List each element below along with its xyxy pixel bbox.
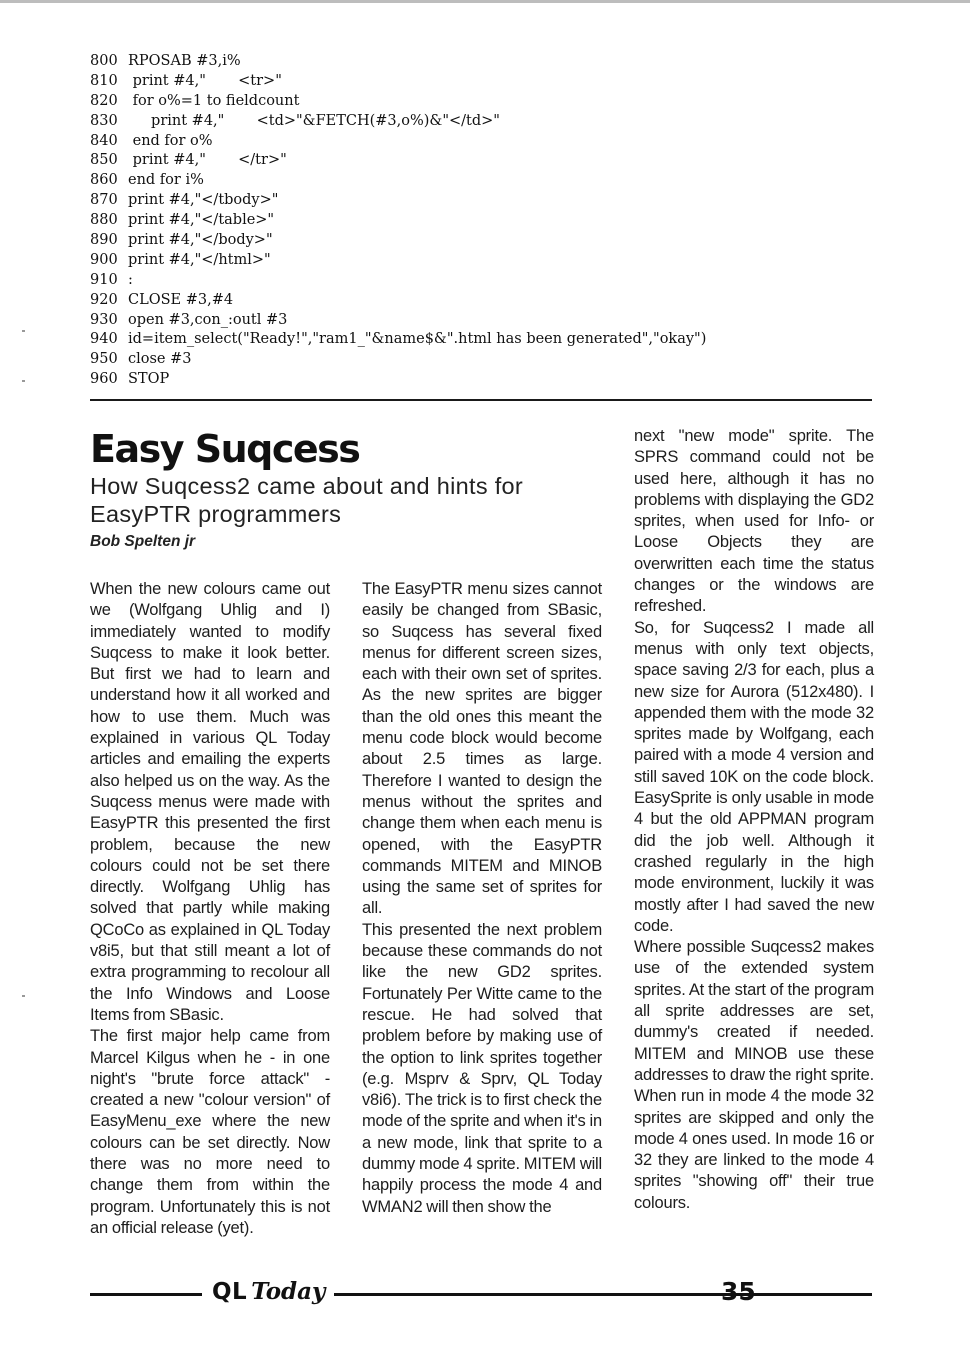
code-line-number: 800 bbox=[90, 53, 118, 69]
code-line bbox=[90, 171, 890, 191]
article-column-2 bbox=[362, 579, 602, 1218]
code-line-number: 860 bbox=[90, 172, 118, 189]
logo-today: Today bbox=[251, 1278, 326, 1305]
code-line bbox=[90, 350, 890, 370]
code-line-number: 850 bbox=[90, 152, 118, 169]
article-column-3 bbox=[634, 426, 874, 1214]
scan-speck bbox=[22, 330, 25, 332]
paragraph: So, for Suqcess2 I made all menus with only text objects, space saving 2/3 for each, plus a new size for Aurora (512x480). I appended them with the mode 32 sprites made by Wolfgang, each paired with a mode 4 version and still saved 10K on the code block. EasySprite is only usable in mode 4 but the old APPMAN program did the job well. Although it crashed regularly in the high mode environment, luckily it was mostly after I had saved the new code. bbox=[634, 618, 874, 935]
code-line-number: 930 bbox=[90, 311, 118, 328]
code-line-number: 810 bbox=[90, 72, 118, 89]
code-line bbox=[90, 92, 890, 112]
code-line-number: 960 bbox=[90, 371, 118, 388]
article-title: Easy Suqcess bbox=[90, 427, 360, 471]
code-listing bbox=[90, 52, 890, 390]
code-line bbox=[90, 52, 890, 72]
code-line-text: for o%=1 to fieldcount bbox=[128, 92, 300, 109]
code-line-text: print #4," <tr>" bbox=[128, 72, 282, 89]
code-line bbox=[90, 151, 890, 171]
paragraph: When the new colours came out we (Wolfgang Uhlig and I) immediately wanted to modify Suqcess to make it look better. But first we had to learn and understand how it all worked and how to use them. Much was explained in various QL Today articles and emailing the experts also helped us on the way. As the Suqcess menus were made with EasyPTR this presented the first problem, because the new colours could not be set there directly. Wolfgang Uhlig has solved that partly while making QCoCo as explained in QL Today v8i5, but that still meant a lot of extra programming to recolour all the Info Windows and Loose Items from SBasic. bbox=[90, 580, 330, 1024]
code-line bbox=[90, 132, 890, 152]
code-line-number: 840 bbox=[90, 132, 118, 149]
paragraph: Where possible Suqcess2 makes use of the extended system sprites. At the start of the program all sprite addresses are set, dummy's created if needed. MITEM and MINOB use these addresses to draw the right sprite. When run in mode 4 the mode 32 sprites are skipped and only the mode 4 ones used. In mode 16 or 32 they are linked to the mode 4 sprites "showing off" their true colours. bbox=[634, 938, 874, 1212]
code-line-number: 950 bbox=[90, 351, 118, 368]
scan-speck bbox=[22, 995, 25, 997]
footer-rule bbox=[334, 1293, 764, 1296]
code-line-number: 910 bbox=[90, 271, 118, 288]
magazine-logo bbox=[212, 1278, 325, 1305]
code-line-text: STOP bbox=[128, 371, 170, 388]
code-line-text: open #3,con_:outl #3 bbox=[128, 311, 288, 328]
code-line-text: CLOSE #3,#4 bbox=[128, 291, 234, 308]
code-line-text: close #3 bbox=[128, 351, 192, 368]
code-line-text: end for o% bbox=[128, 132, 213, 149]
article-subtitle: How Suqcess2 came about and hints for EasyPTR programmers bbox=[90, 473, 524, 527]
code-line bbox=[90, 191, 890, 211]
code-line-number: 890 bbox=[90, 232, 118, 249]
code-line-text: : bbox=[128, 271, 133, 288]
page-number: 35 bbox=[721, 1277, 756, 1306]
code-line-number: 870 bbox=[90, 192, 118, 209]
code-line-number: 830 bbox=[90, 112, 118, 129]
paragraph: next "new mode" sprite. The SPRS command could not be used here, although it has no problems with displaying the GD2 sprites, when used for Info- or Loose Objects they are overwritten each time the status changes or the windows are refreshed. bbox=[634, 427, 874, 616]
code-line-text: print #4,"</body>" bbox=[128, 232, 273, 249]
code-line-text: print #4," </tr>" bbox=[128, 152, 287, 169]
code-listing-rule bbox=[90, 399, 872, 401]
footer-rule bbox=[90, 1293, 202, 1296]
page-footer bbox=[90, 1277, 872, 1312]
code-line-number: 940 bbox=[90, 331, 118, 348]
article-author: Bob Spelten jr bbox=[90, 533, 196, 550]
article-column-1 bbox=[90, 579, 330, 1239]
code-line bbox=[90, 72, 890, 92]
code-line bbox=[90, 271, 890, 291]
code-line bbox=[90, 112, 890, 132]
code-line-number: 920 bbox=[90, 291, 118, 308]
paragraph: The first major help came from Marcel Kilgus when he - in one night's "brute force attack" - created a new "colour version" of EasyMenu_exe where the new colours can be set directly. Now there was no more need to change them from within the program. Unfortunately this is not an official release (yet). bbox=[90, 1027, 330, 1237]
paragraph: This presented the next problem because these commands do not like the new GD2 sprites. Fortunately Per Witte came to the rescue. He had solved that problem before by making use of the option to link sprites together (e.g. Msprv & Sprv, QL Today v8i6). The trick is to first check the mode of the sprite and when it's in a new mode, link that sprite to a dummy mode 4 sprite. MITEM will happily process the mode 4 and WMAN2 will then show the bbox=[362, 920, 602, 1216]
code-line bbox=[90, 370, 890, 390]
code-line-text: end for i% bbox=[128, 172, 204, 189]
code-line bbox=[90, 231, 890, 251]
code-line bbox=[90, 311, 890, 331]
code-line-text: id=item_select("Ready!","ram1_"&name$&".html has been generated","okay") bbox=[128, 331, 707, 348]
code-line bbox=[90, 291, 890, 311]
code-line bbox=[90, 211, 890, 231]
code-line-text: print #4,"</html>" bbox=[128, 251, 271, 268]
code-line-text: RPOSAB #3,i% bbox=[128, 53, 241, 69]
code-line bbox=[90, 251, 890, 271]
logo-ql: QL bbox=[212, 1279, 248, 1305]
top-edge-rule bbox=[0, 0, 970, 3]
code-line bbox=[90, 330, 890, 350]
code-line-number: 900 bbox=[90, 251, 118, 268]
code-line-text: print #4,"</table>" bbox=[128, 212, 275, 229]
code-line-number: 820 bbox=[90, 92, 118, 109]
code-line-text: print #4," <td>"&FETCH(#3,o%)&"</td>" bbox=[128, 112, 500, 129]
code-line-text: print #4,"</tbody>" bbox=[128, 192, 279, 209]
paragraph: The EasyPTR menu sizes cannot easily be changed from SBasic, so Suqcess has several fixed menus for different screen sizes, each with their own set of sprites. As the new sprites are bigger than the old ones this meant the menu code block would become about 2.5 times as large. Therefore I wanted to design the menus without the sprites and change them when each menu is opened, with the EasyPTR commands MITEM and MINOB using the same set of sprites for all. bbox=[362, 580, 602, 918]
code-line-number: 880 bbox=[90, 212, 118, 229]
footer-rule-right bbox=[764, 1293, 872, 1296]
scan-speck bbox=[22, 380, 25, 382]
